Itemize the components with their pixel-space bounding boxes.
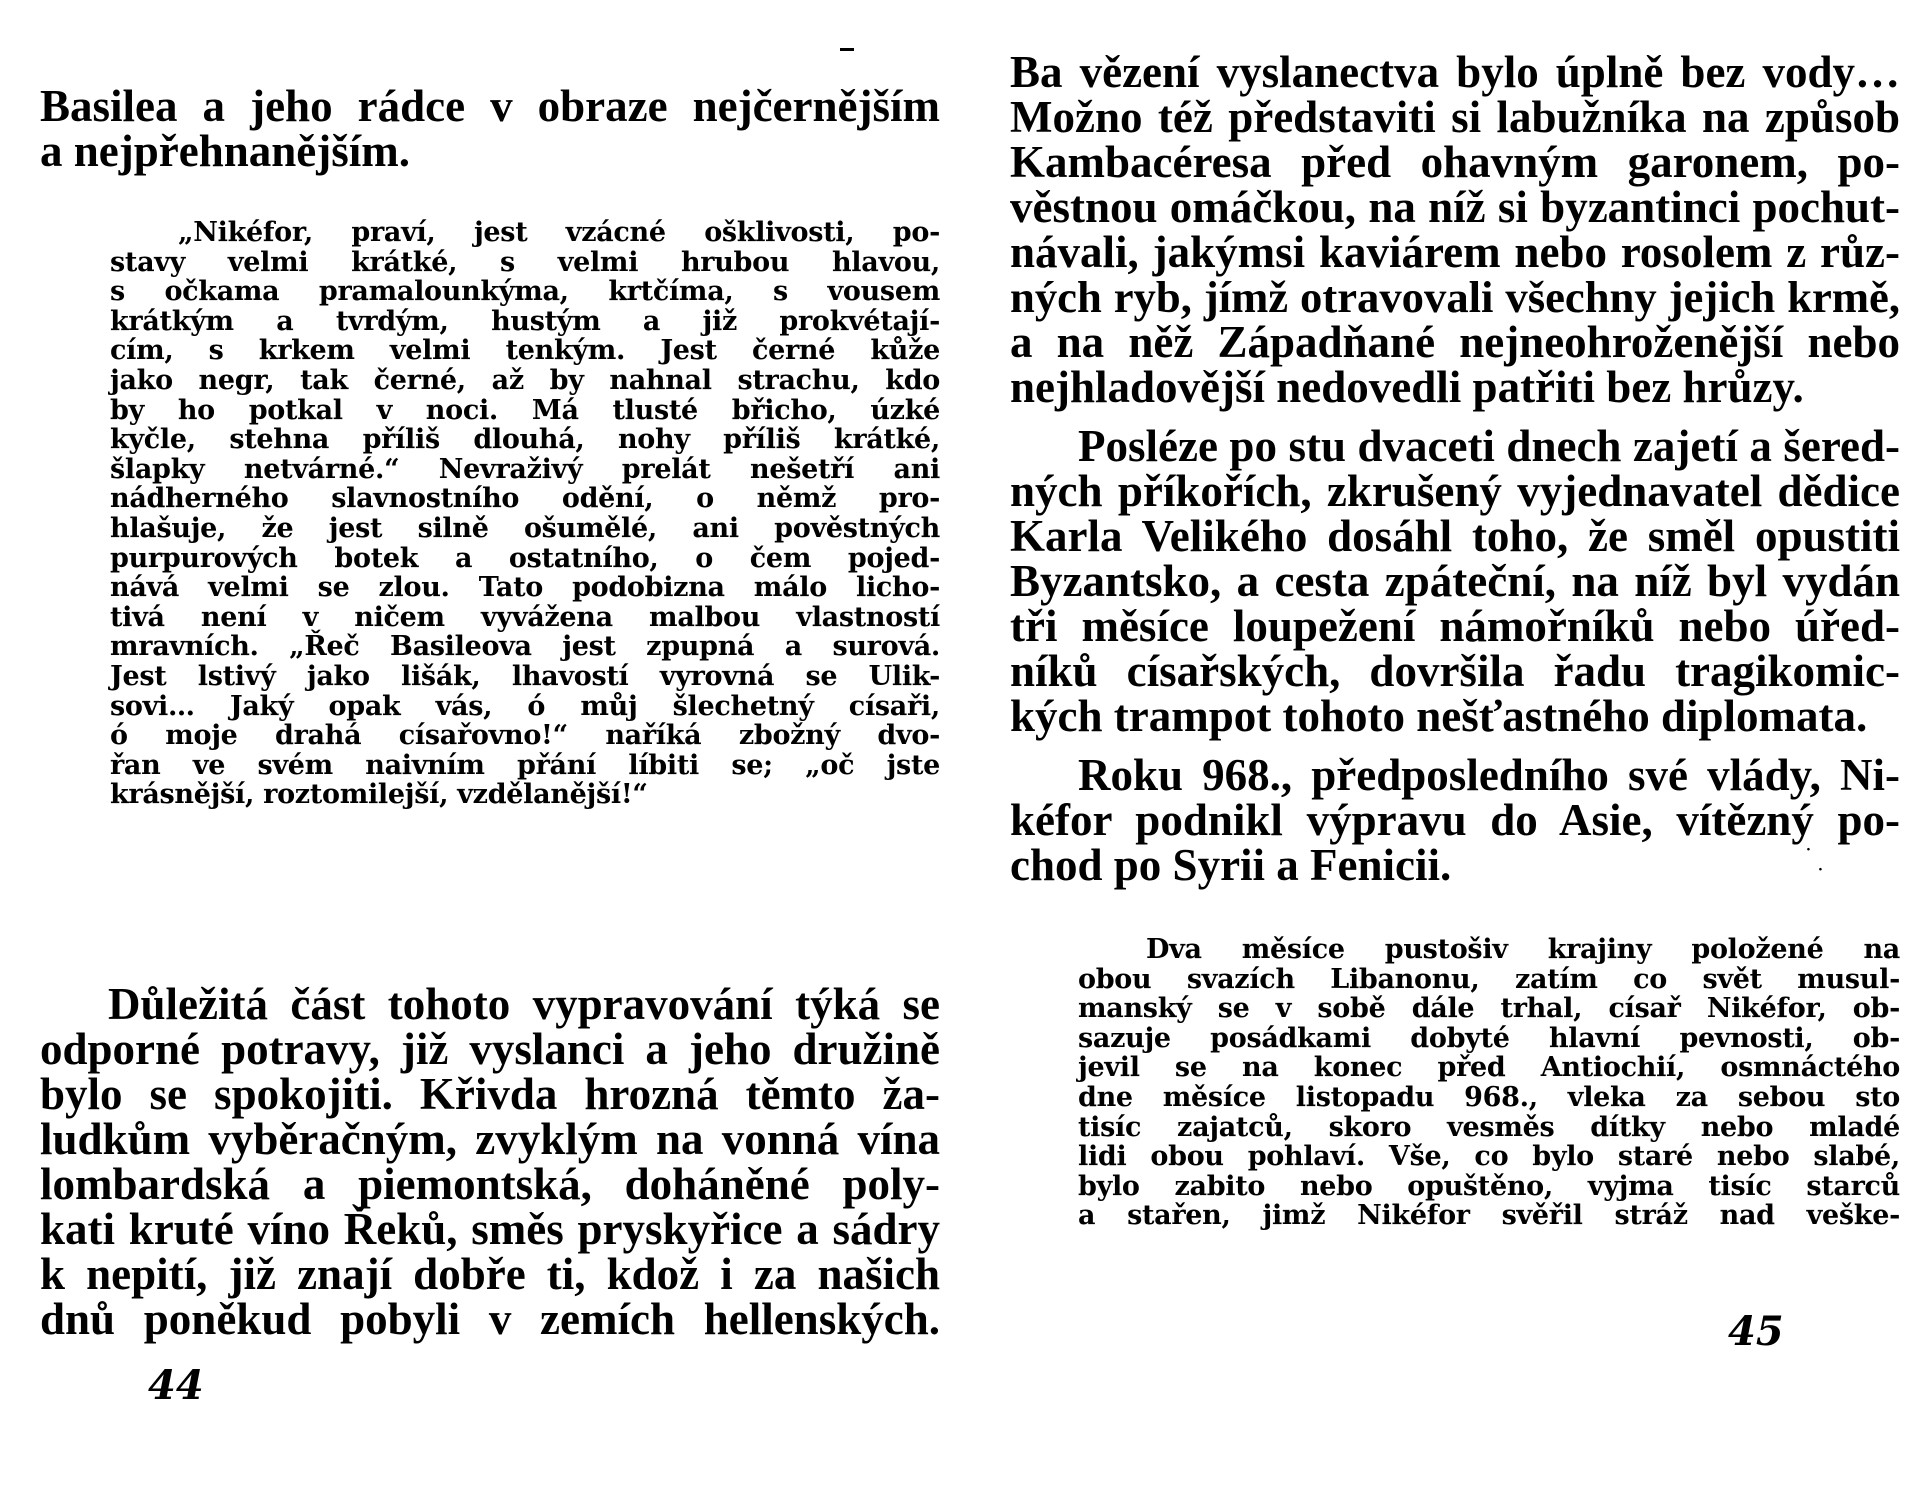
- page-number: 44: [148, 1362, 204, 1409]
- text-line: ó moje drahá císařovno!“ naříká zbožný dvo-: [110, 720, 940, 752]
- text-line: kati kruté víno Řeků, směs pryskyřice a sádry: [40, 1204, 940, 1254]
- text-line: mravních. „Řeč Basileova jest zpupná a surová.: [110, 631, 940, 663]
- page-number: 45: [1728, 1308, 1784, 1355]
- text-line: nádherného slavnostního odění, o němž pro-: [110, 483, 940, 515]
- print-speck: ·: [1806, 842, 1811, 858]
- text-line: Ba vězení vyslanectva bylo úplně bez vody…: [1010, 47, 1900, 97]
- text-line: bylo zabito nebo opuštěno, vyjma tisíc starců: [1078, 1170, 1900, 1202]
- left-page: [40, 0, 940, 1500]
- text-line: tivá není v ničem vyvážena malbou vlastností: [110, 601, 940, 633]
- print-mark: [840, 48, 854, 51]
- text-line: stavy velmi krátké, s velmi hrubou hlavou,: [110, 246, 940, 278]
- text-line: lombardská a piemontská, doháněné poly-: [40, 1159, 940, 1209]
- text-line: odporné potravy, již vyslanci a jeho družině: [40, 1024, 940, 1074]
- text-line: jako negr, tak černé, až by nahnal strachu, kdo: [110, 364, 940, 396]
- text-line: Dva měsíce pustošiv krajiny položené na: [1146, 934, 1900, 965]
- text-line: obou svazích Libanonu, zatím co svět musul-: [1078, 963, 1900, 995]
- text-line: Byzantsko, a cesta zpáteční, na níž byl vydán: [1010, 556, 1900, 606]
- text-line: níků císařských, dovršila řadu tragikomic-: [1010, 646, 1900, 696]
- text-line: dnů poněkud pobyli v zemích hellenských.: [40, 1294, 940, 1344]
- text-line: věstnou omáčkou, na níž si byzantinci pochut-: [1010, 182, 1900, 232]
- text-line: tisíc zajatců, skoro vesměs dítky nebo mladé: [1078, 1111, 1900, 1143]
- text-line: cím, s krkem velmi tenkým. Jest černé kůže: [110, 335, 940, 367]
- text-line: krátkým a tvrdým, hustým a již prokvétají-: [110, 305, 940, 337]
- text-line: ných příkořích, zkrušený vyjednavatel dědice: [1010, 466, 1900, 516]
- text-line: Kambacéresa před ohavným garonem, po-: [1010, 137, 1900, 187]
- text-line: Důležitá část tohoto vypravování týká se: [108, 979, 940, 1029]
- text-line: nejhladovější nedovedli patřiti bez hrůzy.: [1010, 362, 1804, 412]
- text-line: krásnější, roztomilejší, vzdělanější!“: [110, 779, 648, 811]
- text-line: Basilea a jeho rádce v obraze nejčernějším: [40, 81, 940, 131]
- text-line: návali, jakýmsi kaviárem nebo rosolem z růz-: [1010, 227, 1900, 277]
- left-intro-paragraph: [40, 81, 940, 176]
- text-line: bylo se spokojiti. Křivda hrozná těmto ža-: [40, 1069, 940, 1119]
- text-line: ludkům vyběračným, zvyklým na vonná vína: [40, 1114, 940, 1164]
- text-line: nává velmi se zlou. Tato podobizna málo licho-: [110, 572, 940, 604]
- text-line: kyčle, stehna příliš dlouhá, nohy příliš krátké,: [110, 424, 940, 456]
- text-line: a na něž Západňané nejneohroženější nebo: [1010, 317, 1900, 367]
- text-line: sazuje posádkami dobyté hlavní pevnosti, ob-: [1078, 1022, 1900, 1054]
- text-line: dne měsíce listopadu 968., vleka za sebou sto: [1078, 1081, 1900, 1113]
- text-line: Karla Velikého dosáhl toho, že směl opustiti: [1010, 511, 1900, 561]
- right-paragraph-1: [1010, 47, 1900, 412]
- text-line: s očkama pramalounkýma, krtčíma, s vousem: [110, 276, 940, 308]
- text-line: ných ryb, jímž otravovali všechny jejich krmě,: [1010, 272, 1900, 322]
- text-line: jevil se na konec před Antiochií, osmnáctého: [1078, 1052, 1900, 1084]
- text-line: sovi… Jaký opak vás, ó můj šlechetný císaři,: [110, 690, 940, 722]
- text-line: „Nikéfor, praví, jest vzácné ošklivosti, po-: [178, 217, 940, 248]
- left-quote-block: [110, 218, 940, 810]
- text-line: řan ve svém naivním přání líbiti se; „oč jste: [110, 749, 940, 781]
- text-line: Jest lstivý jako lišák, lhavostí vyrovná se Ulik-: [110, 660, 940, 692]
- print-speck: ·: [1818, 862, 1823, 878]
- text-line: hlašuje, že jest silně ošumělé, ani pověstných: [110, 512, 940, 544]
- text-line: Roku 968., předposledního své vlády, Ni-: [1078, 750, 1900, 800]
- right-paragraph-3: [1010, 750, 1900, 890]
- right-paragraph-2: [1010, 421, 1900, 741]
- text-line: Možno též představiti si labužníka na způsob: [1010, 92, 1900, 142]
- text-line: manský se v sobě dále trhal, císař Nikéfor, ob-: [1078, 993, 1900, 1025]
- text-line: chod po Syrii a Fenicii.: [1010, 840, 1452, 890]
- text-line: a nejpřehnanějším.: [40, 126, 410, 176]
- text-line: Posléze po stu dvaceti dnech zajetí a šered-: [1078, 421, 1900, 471]
- text-line: purpurových botek a ostatního, o čem pojed-: [110, 542, 940, 574]
- text-line: a stařen, jimž Nikéfor svěřil stráž nad veške-: [1078, 1200, 1900, 1232]
- left-body-paragraph: [40, 979, 940, 1344]
- text-line: kéfor podnikl výpravu do Asie, vítězný po-: [1010, 795, 1900, 845]
- text-line: by ho potkal v noci. Má tlusté břicho, úzké: [110, 394, 940, 426]
- text-line: šlapky netvárné.“ Nevraživý prelát nešetří ani: [110, 453, 940, 485]
- text-line: kých trampot tohoto nešťastného diplomata.: [1010, 691, 1868, 741]
- text-line: tři měsíce loupežení námořníků nebo úřed-: [1010, 601, 1900, 651]
- text-line: lidi obou pohlaví. Vše, co bylo staré nebo slabé,: [1078, 1141, 1900, 1173]
- right-page: [1010, 0, 1910, 1500]
- right-quote-block: [1078, 935, 1900, 1231]
- text-line: k nepití, již znají dobře ti, kdož i za našich: [40, 1249, 940, 1299]
